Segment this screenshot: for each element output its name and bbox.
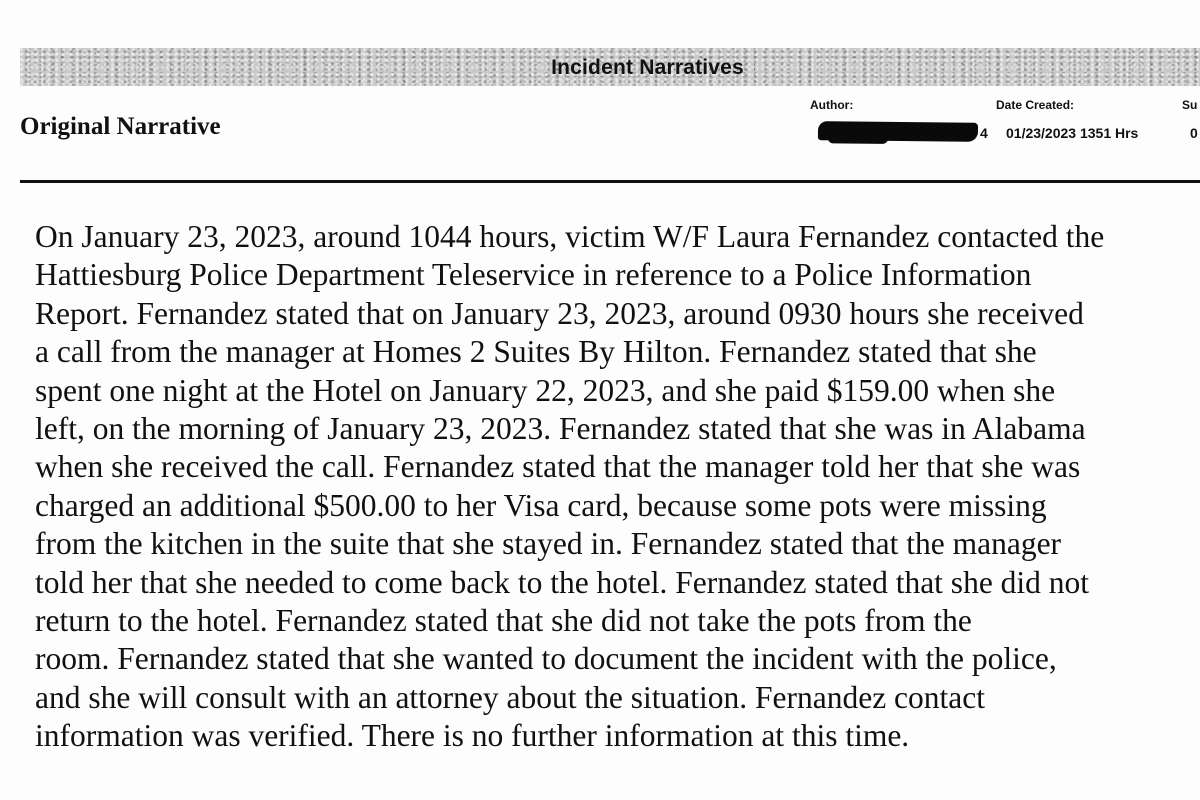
author-value-suffix: 4 bbox=[980, 125, 988, 141]
narrative-line: spent one night at the Hotel on January 22, 2023, and she paid $159.00 when she bbox=[35, 372, 1056, 408]
third-column-value: 0 bbox=[1190, 125, 1198, 141]
narrative-line: Hattiesburg Police Department Teleservice in reference to a Police Information bbox=[35, 257, 1032, 293]
narrative-line: left, on the morning of January 23, 2023. Fernandez stated that she was in Alabama bbox=[35, 410, 1086, 446]
header-divider bbox=[20, 180, 1200, 183]
narrative-line: from the kitchen in the suite that she stayed in. Fernandez stated that the manager bbox=[35, 526, 1062, 562]
third-column-label: Su bbox=[1182, 98, 1198, 112]
narrative-line: and she will consult with an attorney about the situation. Fernandez contact bbox=[35, 679, 985, 715]
narrative-line: charged an additional $500.00 to her Visa card, because some pots were missing bbox=[35, 487, 1047, 523]
section-title: Original Narrative bbox=[20, 113, 221, 140]
narrative-text bbox=[35, 218, 1200, 755]
author-label: Author: bbox=[810, 98, 854, 112]
narrative-line: when she received the call. Fernandez stated that the manager told her that she was bbox=[35, 449, 1081, 485]
header-title: Incident Narratives bbox=[551, 56, 744, 79]
narrative-line: a call from the manager at Homes 2 Suites By Hilton. Fernandez stated that she bbox=[35, 334, 1037, 370]
narrative-line: room. Fernandez stated that she wanted to document the incident with the police, bbox=[35, 641, 1057, 677]
redaction-mark bbox=[818, 121, 978, 142]
narrative-line: Report. Fernandez stated that on January 23, 2023, around 0930 hours she received bbox=[35, 295, 1084, 331]
narrative-line: told her that she needed to come back to the hotel. Fernandez stated that she did not bbox=[35, 564, 1090, 600]
narrative-line: On January 23, 2023, around 1044 hours, victim W/F Laura Fernandez contacted the bbox=[35, 219, 1105, 254]
date-created-value: 01/23/2023 1351 Hrs bbox=[1006, 125, 1139, 141]
date-created-label: Date Created: bbox=[996, 98, 1075, 112]
narrative-line: return to the hotel. Fernandez stated that she did not take the pots from the bbox=[35, 602, 972, 638]
narrative-line: information was verified. There is no further information at this time. bbox=[35, 718, 910, 754]
header-bar bbox=[20, 48, 1200, 86]
